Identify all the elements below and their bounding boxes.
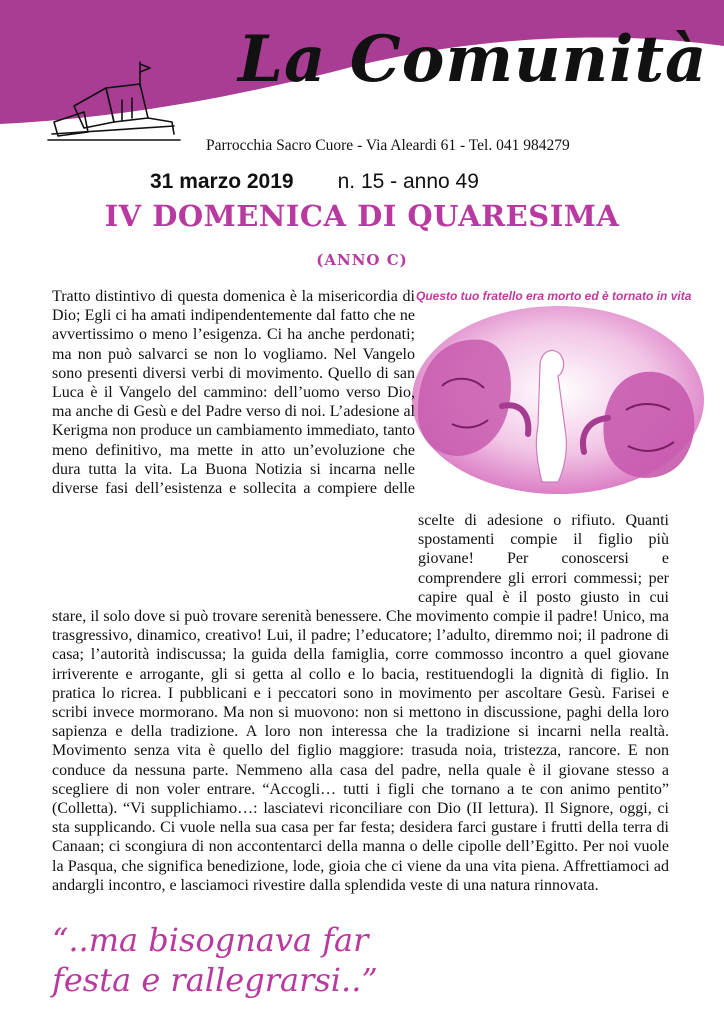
church-logo-icon [44, 60, 184, 144]
masthead-title: La Comunità [238, 22, 708, 97]
article-text: Tratto distintivo di questa domenica è la misericordia di Dio; Egli ci ha amati indipendentemente dal fatto che ne avvertissimo o meno l’esigenza. Ci ha anche perdonati; ma non può salvarci se non lo vogliamo. Nel Vangelo sono presenti diversi verbi di movimento. Quello di san Luca è il Vangelo del cammino: dell’uomo verso Dio, ma anche di Gesù e del Padre verso di noi. L’adesione al Kerigma non produce un cambiamento immediato, tanto meno definitivo, ma mette in atto un’evoluzione che dura tutta la vita. La Buona Notizia si incarna nelle diverse fasi dell’esistenza e sollecita a compiere delle scelte di adesione o rifiuto. Quanti spostamenti compie il figlio più giovane! Per conoscersi e comprendere gli errori commessi; per capire qual è il posto giusto in cui stare, il solo dove si può trovare serenità benessere. Che movimento compie il padre! Unico, ma trasgressivo, dinamico, creativo! Lui, il padre; l’educatore; l’adulto, diremmo noi; il padrone di casa; l’autorità indiscussa; la guida della famiglia, corre commosso incontro a quel giovane irriverente e arrogante, gli si getta al collo e lo bacia, restituendogli la dignità di figlio. In pratica lo ricrea. I pubblicani e i peccatori sono in movimento per ascoltare Gesù. Farisei e scribi invece mormorano. Ma non si muovono: non si mettono in discussione, paghi della loro sapienza e della tradizione. A loro non interessa che la tradizione si incarni nella realtà. Movimento senza vita è quello del figlio maggiore: trasuda noia, tristezza, rancore. E non conduce da nessuna parte. Nemmeno alla casa del padre, nella quale è il giovane stesso a scegliere di non voler entrare. “Accogli… tutti i figli che tornano a te con animo pentito” (Colletta). “Vi supplichiamo…: lasciatevi riconciliare con Dio (II lettura). Il Signore, oggi, ci sta supplicando. Ci vuole nella sua casa per far festa; desidera farci gustare i frutti della terra di Canaan; ci scongiura di non accontentarci della manna o delle cipolle dell’Egitto. Per noi vuole la Pasqua, che significa benedizione, lode, gioia che ci viene da una vita piena. Affrettiamoci ad andargli incontro, e lasciamoci rivestire dalla splendida veste di una natura rinnovata. [52, 288, 669, 894]
page-subtitle: (ANNO C) [316, 251, 408, 269]
dateline [150, 170, 479, 194]
illustration-caption: Questo tuo fratello era morto ed è tornato in vita [416, 289, 692, 303]
pull-quote: “..ma bisognava far festa e rallegrarsi..” [52, 921, 378, 999]
illustration-spacer [415, 287, 669, 511]
issue-number: n. 15 - anno 49 [337, 170, 479, 193]
parish-info: Parrocchia Sacro Cuore - Via Aleardi 61 - Tel. 041 984279 [206, 137, 570, 154]
page-title: IV DOMENICA DI QUARESIMA [104, 199, 620, 233]
issue-date: 31 marzo 2019 [150, 170, 294, 193]
article-body [52, 287, 669, 895]
quote-spacer [52, 513, 418, 601]
